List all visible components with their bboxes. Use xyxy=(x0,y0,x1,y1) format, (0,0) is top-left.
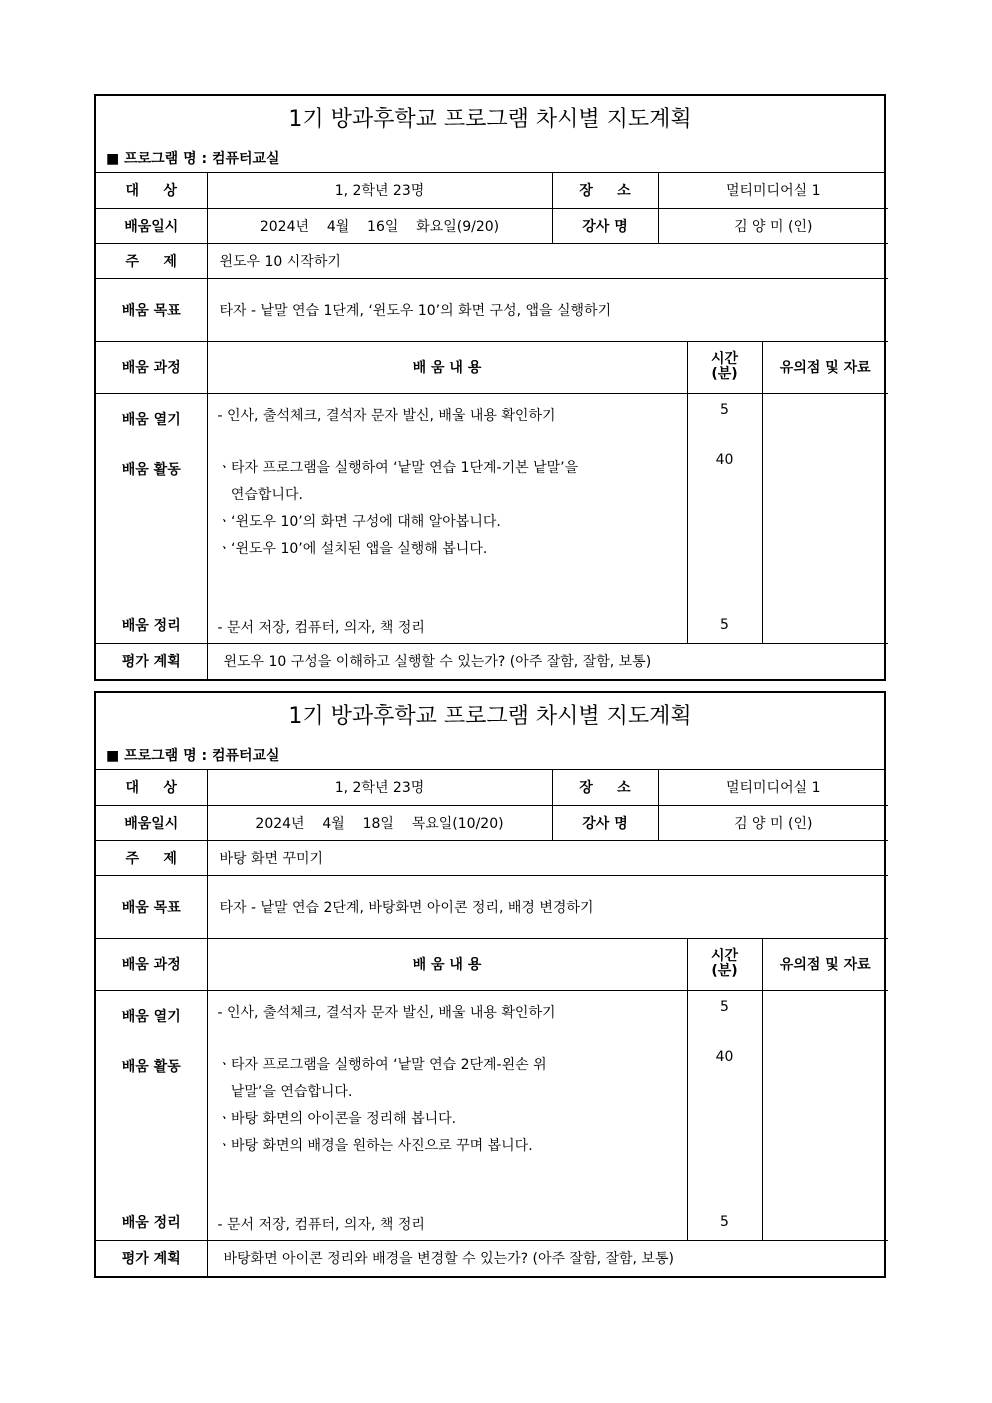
activity-line: ㆍ바탕 화면의 배경을 원하는 사진으로 꾸며 봅니다. xyxy=(217,1137,533,1154)
teacher-label: 강사 명 xyxy=(552,208,658,243)
content-header: 배 움 내 용 xyxy=(207,938,687,990)
content-cell xyxy=(207,393,687,643)
place-value: 멀티미디어실 1 xyxy=(658,173,888,208)
target-value: 1, 2학년 23명 xyxy=(207,173,552,208)
activity-line: ㆍ‘윈도우 10’의 화면 구성에 대해 알아봅니다. xyxy=(217,513,501,530)
stage-open: 배움 열기 xyxy=(121,1008,181,1025)
time-header xyxy=(687,938,762,990)
time-cell xyxy=(687,393,762,643)
time-header-line-2: (분) xyxy=(711,366,738,382)
activity-line: ㆍ‘윈도우 10’에 설치된 앱을 실행해 봅니다. xyxy=(217,540,488,557)
time-close: 5 xyxy=(720,1213,729,1230)
process-header: 배움 과정 xyxy=(96,938,207,990)
notes-cell xyxy=(762,990,888,1240)
time-header-line-1: 시간 xyxy=(710,948,739,964)
notes-header: 유의점 및 자료 xyxy=(762,341,888,393)
topic-label: 주 제 xyxy=(96,243,207,278)
stage-open: 배움 열기 xyxy=(121,411,181,428)
evaluation-label: 평가 계획 xyxy=(96,1240,207,1276)
goal-label: 배움 목표 xyxy=(96,278,207,341)
plan-header xyxy=(96,96,884,173)
place-label: 장 소 xyxy=(552,770,658,805)
teacher-value: 김 양 미 (인) xyxy=(658,805,888,840)
activity-line: ㆍ타자 프로그램을 실행하여 ‘낱말 연습 1단계-기본 낱말’을 xyxy=(217,459,579,476)
place-value: 멀티미디어실 1 xyxy=(658,770,888,805)
notes-cell xyxy=(762,393,888,643)
place-label: 장 소 xyxy=(552,173,658,208)
plan-table xyxy=(96,173,888,679)
close-content: - 문서 저장, 컴퓨터, 의자, 책 정리 xyxy=(217,619,425,636)
process-header: 배움 과정 xyxy=(96,341,207,393)
plan-title: 1기 방과후학교 프로그램 차시별 지도계획 xyxy=(288,107,692,132)
program-name: ■ 프로그램 명 : 컴퓨터교실 xyxy=(106,151,280,167)
plan-title: 1기 방과후학교 프로그램 차시별 지도계획 xyxy=(288,704,692,729)
target-value: 1, 2학년 23명 xyxy=(207,770,552,805)
evaluation-label: 평가 계획 xyxy=(96,643,207,679)
target-label: 대 상 xyxy=(96,173,207,208)
target-label: 대 상 xyxy=(96,770,207,805)
goal-value: 타자 - 낱말 연습 2단계, 바탕화면 아이콘 정리, 배경 변경하기 xyxy=(207,875,888,938)
stage-close: 배움 정리 xyxy=(121,617,181,634)
time-header xyxy=(687,341,762,393)
time-cell xyxy=(687,990,762,1240)
notes-header: 유의점 및 자료 xyxy=(762,938,888,990)
time-activity: 40 xyxy=(715,1048,734,1065)
goal-label: 배움 목표 xyxy=(96,875,207,938)
topic-value: 바탕 화면 꾸미기 xyxy=(207,840,888,875)
time-header-line-2: (분) xyxy=(711,963,738,979)
process-cell xyxy=(96,990,207,1240)
activity-line: ㆍ바탕 화면의 아이콘을 정리해 봅니다. xyxy=(217,1110,457,1127)
date-label: 배움일시 xyxy=(96,805,207,840)
time-open: 5 xyxy=(720,998,729,1015)
activity-line: ㆍ타자 프로그램을 실행하여 ‘낱말 연습 2단계-왼손 위 xyxy=(217,1056,547,1073)
content-header: 배 움 내 용 xyxy=(207,341,687,393)
process-cell xyxy=(96,393,207,643)
activity-line: 낱말’을 연습합니다. xyxy=(217,1083,353,1100)
stage-activity: 배움 활동 xyxy=(121,1058,181,1075)
evaluation-value: 바탕화면 아이콘 정리와 배경을 변경할 수 있는가? (아주 잘함, 잘함, 보통) xyxy=(207,1240,888,1276)
open-content: - 인사, 출석체크, 결석자 문자 발신, 배울 내용 확인하기 xyxy=(217,407,556,424)
time-header-line-1: 시간 xyxy=(710,351,739,367)
lesson-plan-1 xyxy=(94,94,886,681)
lesson-plan-2 xyxy=(94,691,886,1278)
date-label: 배움일시 xyxy=(96,208,207,243)
teacher-value: 김 양 미 (인) xyxy=(658,208,888,243)
stage-activity: 배움 활동 xyxy=(121,461,181,478)
time-activity: 40 xyxy=(715,451,734,468)
evaluation-value: 윈도우 10 구성을 이해하고 실행할 수 있는가? (아주 잘함, 잘함, 보통) xyxy=(207,643,888,679)
date-value: 2024년 4월 18일 목요일(10/20) xyxy=(207,805,552,840)
program-name: ■ 프로그램 명 : 컴퓨터교실 xyxy=(106,748,280,764)
time-open: 5 xyxy=(720,401,729,418)
teacher-label: 강사 명 xyxy=(552,805,658,840)
open-content: - 인사, 출석체크, 결석자 문자 발신, 배울 내용 확인하기 xyxy=(217,1004,556,1021)
plan-header xyxy=(96,693,884,770)
content-cell xyxy=(207,990,687,1240)
date-value: 2024년 4월 16일 화요일(9/20) xyxy=(207,208,552,243)
close-content: - 문서 저장, 컴퓨터, 의자, 책 정리 xyxy=(217,1216,425,1233)
stage-close: 배움 정리 xyxy=(121,1214,181,1231)
activity-line: 연습합니다. xyxy=(217,486,303,503)
topic-label: 주 제 xyxy=(96,840,207,875)
time-close: 5 xyxy=(720,616,729,633)
goal-value: 타자 - 낱말 연습 1단계, ‘윈도우 10’의 화면 구성, 앱을 실행하기 xyxy=(207,278,888,341)
topic-value: 윈도우 10 시작하기 xyxy=(207,243,888,278)
plan-table xyxy=(96,770,888,1276)
